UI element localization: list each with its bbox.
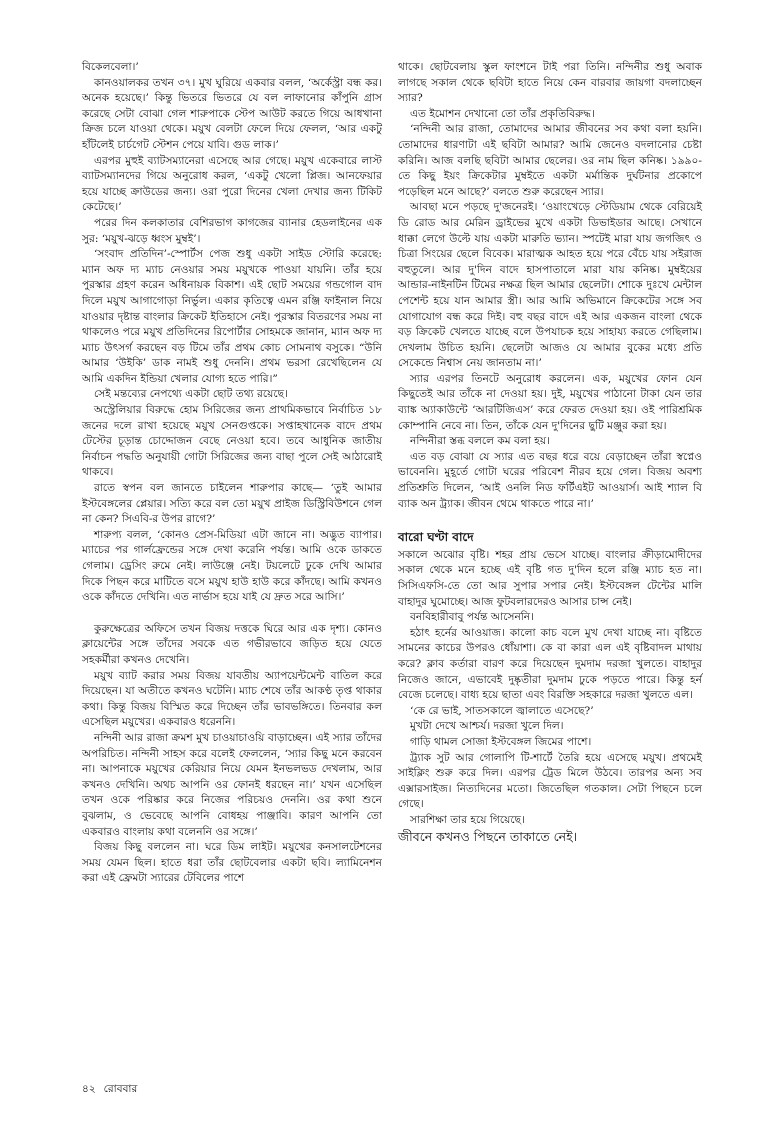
paragraph: এরপর মুহুই ব্যাটসম্যানেরা এসেছে আর গেছে। ময়ুখ একেবারে লাস্ট ব্যাটসম্যানদের গিয়ে অনুরোধ করল, ‘একটু খেলো প্লিজ। আনফেয়ার হয়ে যাচ্ছে ক্রাউডের জন্য। ওরা পুরো দিনের খেলা দেখার জন্য টিকিট কেটেছে।’ (82, 154, 382, 214)
left-column (82, 60, 382, 887)
page-footer (82, 1082, 137, 1099)
paragraph: শারুপ্য বলল, ‘কোনও প্রেস-মিডিয়া এটা জানে না। অদ্ভুত ব্যাপার। ম্যাচের পর গার্লফ্রেন্ডের সঙ্গে দেখা করেনি পর্যন্ত। আমি ওকে ডাকতে গেলাম। ড্রেসিং রুমে নেই। লাউঞ্জে নেই। টয়লেটে ঢুকে দেখি আমার দিকে পিছন করে মাটিতে বসে ময়ুখ হাউ হাউ করে কাঁদছে। আমি কখনও ওকে কাঁদতে দেখিনি। এত নার্ভাস হয়ে যাই যে দ্রুত সরে আসি।’ (82, 528, 382, 604)
paragraph: ‘নন্দিনী আর রাজা, তোমাদের আমার জীবনের সব কথা বলা হয়নি। তোমাদের ধারণাটা এই ছবিটা আমার? আমি জেনেও বদলানোর চেষ্টা করিনি। আজ বলছি ছবিটা আমার ছেলের। ওর নাম ছিল কনিষ্ক। ১৯৯০-তে কিছু ইয়ং ক্রিকেটার মুম্বইতে একটা মর্মান্তিক দুর্ঘটনার প্রকোপে পড়েছিল মনে আছে?’ বলতে শুরু করেছেন স্যার। (398, 123, 702, 198)
paragraph: বিকেলবেলা।’ (82, 61, 139, 73)
paragraph: নন্দিনীরা স্তব্ধ বললে কম বলা হয়। (410, 435, 550, 448)
paragraph: আবছা মনে পড়ছে দু'জনেরই। ‘ওয়াংখেড়ে স্টেডিয়াম থেকে বেরিয়েই ডি রোড আর মেরিন ড্রাইভের মুখে একটা ডিভাইডার আছে। সেখানে ধাক্কা লেগে উল্টে যায় একটা মারুতি ভ্যান। স্পটেই মারা যায় জগজিৎ ও চিত্রা সিংয়ের ছেলে বিবেক। মারাত্মক আহত হয়ে পরে বেঁচে যায় সইরাজ বহুতুলে। আর দু'দিন বাদে হাসপাতালে মারা যায় কনিষ্ক। মুম্বইয়ের আন্ডার-নাইনটিন টিমের নক্ষত্র ছিল আমার ছেলেটা। শোকে দুঃখে মেন্টাল পেশেন্ট হয়ে যান আমার স্ত্রী। আর আমি অভিমানে ক্রিকেটের সঙ্গে সব যোগাযোগ বন্ধ করে দিই। বহু বছর বাদে এই আর একজন বাংলা থেকে বড় ক্রিকেট খেলতে যাচ্ছে বলে উপযাচক হয়ে সাহায্য করতে গেছিলাম। দেখলাম উচিত হয়নি। ছেলেটা আজও যে আমার বুকের মধ্যে প্রতি সেকেন্ডে নিশ্বাস নেয় জানতাম না।’ (398, 201, 702, 370)
paragraph: সেই মন্তব্যের নেপথ্যে একটা ছোট তথ্য রয়েছে। (94, 388, 288, 401)
paragraph: অস্ট্রেলিয়ার বিরুদ্ধে হোম সিরিজের জন্য প্রাথমিকভাবে নির্বাচিত ১৮ জনের দলে রাখা হয়েছে ময়ুখ সেনগুপ্তকে। সপ্তাহখানেক বাদে প্রথম টেস্টের চূড়ান্ত চোদ্দোজন বেছে নেওয়া হবে। তবে আধুনিক জাতীয় নির্বাচন পদ্ধতি অনুযায়ী গোটা সিরিজের জন্য বাছা পুলে সেই আঠারোই থাকবে। (82, 404, 382, 479)
scene-break (82, 606, 382, 622)
section-heading: বারো ঘণ্টা বাদে (398, 530, 474, 545)
paragraph: রাতে স্বপন বল জানতে চাইলেন শারুপার কাছে— ‘তুই আমার ইস্টবেঙ্গলের প্লেয়ার। সত্যি করে বল তো ময়ুখ প্রাইজ ডিস্ট্রিবিউশনে গেল না কেন? সিএবি-র উপর রাগে?’ (82, 482, 382, 526)
paragraph: ‘সংবাদ প্রতিদিন’-স্পোর্টস পেজ শুধু একটা সাইড স্টোরি করেছে: ম্যান অফ দ্য ম্যাচ নেওয়ার সময় ময়ুখকে পাওয়া যায়নি। তাঁর হয়ে পুরস্কার গ্রহণ করেন অধিনায়ক বিকাশ। এই ছোট সময়ের গন্ডগোল বাদ দিলে ময়ুখ আগাগোড়া নির্ভুল। একার কৃতিত্বে এমন রঞ্জি ফাইনাল নিয়ে যাওয়ার দৃষ্টান্ত বাংলার ক্রিকেট ইতিহাসে নেই। পুরস্কার বিতরণের সময় না থাকলেও পরে ময়ুখ প্রতিদিনের রিপোর্টার সোহমকে জানান, ম্যান অফ দ্য ম্যাচ উৎসর্গ করছেন বড় টিমে তাঁর প্রথম কোচ সোমনাথ বসুকে। “উনি আমার ‘উইকি’ ডাক নামই শুধু দেননি। প্রথম ভরসা রেখেছিলেন যে আমি একদিন ইন্ডিয়া খেলার যোগ্য হতে পারি।” (82, 248, 382, 385)
paragraph: এত ইমোশন দেখানো তো তাঁর প্রকৃতিবিরুদ্ধ। (410, 107, 595, 120)
paragraph: মুখটা দেখে আশ্চর্য। দরজা খুলে দিল। (410, 720, 564, 733)
paragraph: থাকে। ছোটবেলায় স্কুল ফাংশনে টাই পরা তিনি। নন্দিনীর শুধু অবাক লাগছে সকাল থেকে ছবিটা হাতে নিয়ে কেন বারবার জায়গা বদলাচ্ছেন স্যার? (398, 61, 702, 105)
magazine-name: রোববার (103, 1083, 138, 1095)
paragraph: বিজয় কিছু বললেন না। ঘরে ডিম লাইট। ময়ুখের কনসালটেশনের সময় যেমন ছিল। হাতে ধরা তাঁর ছোটবেলার একটা ছবি। ল্যামিনেশন করা এই ফ্রেমটা স্যারের টেবিলের পাশে (82, 841, 382, 885)
closing-line: জীবনে কখনও পিছনে তাকাতে নেই। (398, 828, 578, 844)
page-number: ৪২ (82, 1083, 96, 1095)
paragraph: এত বড় বোঝা যে স্যার এত বছর ধরে বয়ে বেড়াচ্ছেন তাঁরা স্বপ্নেও ভাবেননি। মুহূর্তে গোটা ঘরের পরিবেশ নীরব হয়ে গেল। বিজয় অবশ্য প্রতিশ্রুতি দিলেন, ‘আই ওনলি নিড ফর্টিএইট আওয়ার্স। আই শ্যাল বি ব্যাক অন ট্র্যাক। জীবন থেমে থাকতে পারে না।’ (398, 450, 702, 510)
paragraph: ট্র্যাক সুট আর গোলাপি টি-শার্টে তৈরি হয়ে এসেছে ময়ুখ। প্রথমেই সাইক্লিং শুরু করে দিল। এরপর ট্রেড মিলে উঠবে। তারপর অন্য সব এক্সারসাইজ। নিত্যদিনের মতো। জিতেছিল গতকাল। সেটা পিছনে চলে গেছে। (398, 751, 702, 811)
paragraph: হঠাৎ হর্নের আওয়াজ। কালো কাচ বলে মুখ দেখা যাচ্ছে না। বৃষ্টিতে সামনের কাচের উপরও ধোঁয়াশা। কে বা কারা এল এই বৃষ্টিবাদল মাথায় করে? ক্লাব কর্তারা বারণ করে দিয়েছেন দুমদাম দরজা খুলতে। বাহাদুর নিজেও জানে, এভাবেই দুষ্কৃতীরা দুমদাম ঢুকে পড়তে পারে। কিন্তু হর্ন বেজে চলেছে। বাধ্য হয়ে ছাতা এবং বিরক্তি সহকারে দরজা খুলতে এল। (398, 626, 702, 702)
paragraph: ময়ুখ ব্যাট করার সময় বিজয় যাবতীয় অ্যাপয়েন্টমেন্ট বাতিল করে দিয়েছেন। যা অতীতে কখনও ঘটেনি। ম্যাচ শেষে তাঁর আকণ্ঠ তৃপ্ত থাকার কথা। কিন্তু বিজয় বিস্মিত করে দিচ্ছেন তাঁর ভাবভঙ্গিতে। তিনবার কল এসেছিল ময়ুখের। একবারও ধরেননি। (82, 669, 382, 729)
paragraph: ‘কে রে ভাই, সাতসকালে জ্বালাতে এসেছে?’ (410, 704, 594, 717)
paragraph: বনবিহারীবাবু পর্যন্ত আসেননি। (410, 611, 534, 624)
right-column (398, 60, 702, 844)
paragraph: স্যার এরপর তিনটে অনুরোধ করলেন। এক, ময়ুখের ফোন যেন কিছুতেই আর তাঁকে না দেওয়া হয়। দুই, ময়ুখের পাঠানো টাকা যেন তার ব্যাঙ্ক অ্যাকাউন্টে ‘আরটিজিএস’ করে ফেরত দেওয়া হয়। ওই পারিশ্রমিক কোম্পানি নেবে না। তিন, তাঁকে যেন দু'দিনের ছুটি মঞ্জুর করা হয়। (398, 372, 702, 432)
paragraph: কানওয়ালকর তখন ৩৭। মুখ ঘুরিয়ে একবার বলল, ‘অর্কেস্ট্রা বন্ধ কর। অনেক হয়েছে।’ কিন্তু ভিতরে ভিতরে যে বল লাফানোর কাঁপুনি গ্রাস করেছে সেটা বোঝা গেল শারুপাকে স্টেপ আউট করতে গিয়ে আধখানা ক্রিজ চলে যাওয়া থেকে। ময়ুখ বেলটা ফেলে দিয়ে ফেলল, ‘আর একটু হাঁটলেই চার্চগেট স্টেশন পেয়ে যাবি। গুড লাক।’ (82, 76, 382, 151)
paragraph: সারশিক্ষা তার হয়ে গিয়েছে। (410, 813, 525, 826)
paragraph: পরের দিন কলকাতার বেশিরভাগ কাগজের ব্যানার হেডলাইনের এক সুর: ‘ময়ুখ-ঝড়ে ধ্বংস মুম্বই’। (82, 216, 382, 245)
paragraph: নন্দিনী আর রাজা ক্রমশ মুখ চাওয়াচাওয়ি বাড়াচ্ছেন। এই স্যার তাঁদের অপরিচিত। নন্দিনী সাহস করে বলেই ফেললেন, ‘স্যার কিছু মনে করবেন না। আপনাকে ময়ুখের কেরিয়ার নিয়ে যেমন ইনভলভড দেখলাম, আর কখনও দেখিনি। অথচ আপনি ওর ফোনই ধরছেন না।’ যখন এসেছিল তখন ওকে পরিষ্কার করে নিজের পরিচয়ও দেননি। ওর কথা শুনে বুঝলাম, ও ভেবেছে আপনি বোধহয় পাঞ্জাবি। কারণ আপনি তো একবারও বাংলায় কথা বলেননি ওর সঙ্গে।’ (82, 731, 382, 838)
paragraph: গাড়ি থামল সোজা ইস্টবেঙ্গল জিমের পাশে। (410, 735, 592, 748)
paragraph: সকালে অঝোর বৃষ্টি। শহর প্রায় ভেসে যাচ্ছে। বাংলার ক্রীড়ামোদীদের সকাল থেকে মনে হচ্ছে এই বৃষ্টি গত দু'দিন হলে রঞ্জি ম্যাচ হত না। সিসিএফসি-তে তো আর সুপার সপার নেই। ইস্টবেঙ্গল টেন্টের মালি বাহাদুর ঘুমোচ্ছে। আজ ফুটবলারদেরও আসার চান্স নেই। (398, 548, 702, 608)
paragraph: কুরুক্ষেত্রের অফিসে তখন বিজয় দত্তকে ঘিরে আর এক দৃশ্য। কোনও ক্লায়েন্টের সঙ্গে তাঁদের সবকে এত গভীরভাবে জড়িত হয়ে যেতে সহকর্মীরা কখনও দেখেনি। (82, 622, 382, 666)
